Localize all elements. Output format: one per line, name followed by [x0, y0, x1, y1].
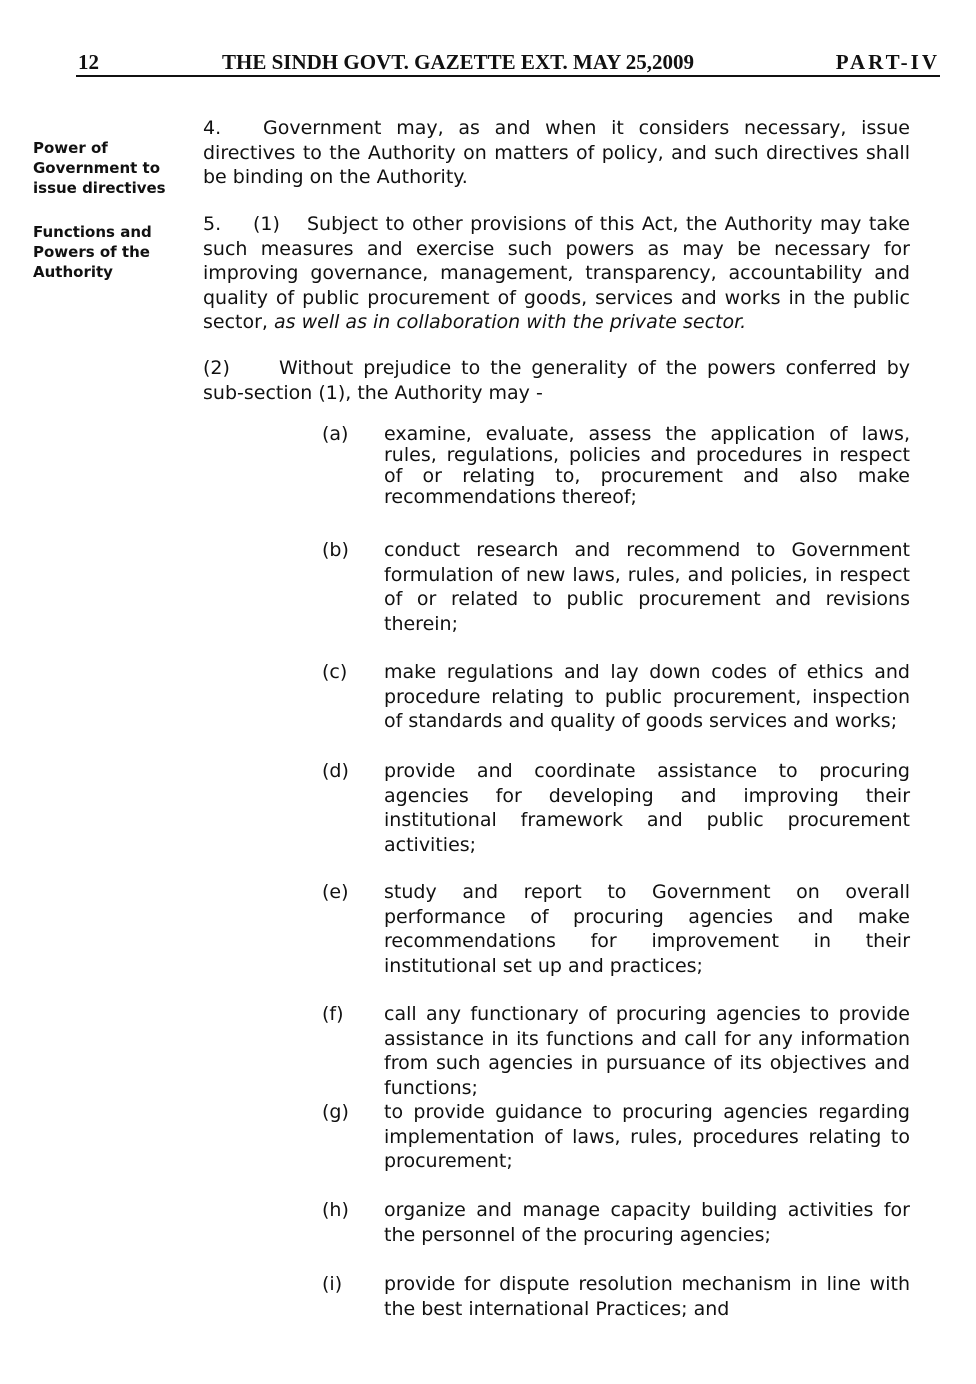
clause-text: study and report to Government on overall performance of procuring agencies and make recommendations for improvement in their institutional set up and practices;	[384, 881, 910, 977]
clause-label: (a)	[322, 423, 349, 445]
clause-text: organize and manage capacity building activities for the personnel of the procuring agencies;	[384, 1199, 910, 1246]
part-label: PART-IV	[835, 50, 940, 74]
section-5-sub-1	[203, 212, 910, 335]
clause-label: (i)	[322, 1273, 343, 1295]
sub-section-1-text: Subject to other provisions of this Act, the Authority may take such measures and exercise such powers as may be necessary for improving governance, management, transparency, accountability and quality of public procurement of goods, services and works in the public sector,	[203, 213, 910, 333]
sub-section-1-italic: as well as in collaboration with the private sector.	[274, 311, 747, 333]
clause-text: examine, evaluate, assess the application of laws, rules, regulations, policies and procedures in respect of or relating to, procurement and also make recommendations thereof;	[384, 423, 910, 508]
clause-text: provide and coordinate assistance to procuring agencies for developing and improving their institutional framework and public procurement activities;	[384, 760, 910, 856]
clause-label: (g)	[322, 1101, 349, 1123]
margin-note-functions: Functions and Powers of the Authority	[33, 223, 152, 281]
clause-text: conduct research and recommend to Government formulation of new laws, rules, and policies, in respect of or related to public procurement and revisions therein;	[384, 539, 910, 635]
header-rule	[76, 75, 940, 77]
clause-text: call any functionary of procuring agencies to provide assistance in its functions and call for any information from such agencies in pursuance of its objectives and functions;	[384, 1003, 910, 1099]
section-5-sub-2	[203, 356, 910, 405]
clause-label: (b)	[322, 539, 349, 561]
clause-text: to provide guidance to procuring agencies regarding implementation of laws, rules, procedures relating to procurement;	[384, 1101, 910, 1172]
section-5-number: 5.	[203, 213, 222, 235]
sub-section-1-label: (1)	[253, 213, 280, 235]
clause-label: (h)	[322, 1199, 349, 1221]
gazette-title: THE SINDH GOVT. GAZETTE EXT. MAY 25,2009	[222, 50, 694, 74]
section-4-number: 4.	[203, 117, 222, 139]
clause-text: provide for dispute resolution mechanism in line with the best international Practices; and	[384, 1273, 910, 1320]
clause-label: (c)	[322, 661, 348, 683]
clause-label: (f)	[322, 1003, 344, 1025]
gazette-header	[76, 50, 940, 80]
sub-section-2-label: (2)	[203, 357, 230, 379]
margin-note-directives: Power of Government to issue directives	[33, 139, 166, 197]
section-4-text: Government may, as and when it considers necessary, issue directives to the Authority on matters of policy, and such directives shall be binding on the Authority.	[203, 117, 910, 188]
clause-label: (e)	[322, 881, 349, 903]
clause-label: (d)	[322, 760, 349, 782]
clause-text: make regulations and lay down codes of ethics and procedure relating to public procurement, inspection of standards and quality of goods services and works;	[384, 661, 910, 732]
section-4	[203, 116, 910, 190]
sub-section-2-text: Without prejudice to the generality of the powers conferred by sub-section (1), the Authority may -	[203, 357, 910, 404]
page-number: 12	[78, 50, 99, 74]
